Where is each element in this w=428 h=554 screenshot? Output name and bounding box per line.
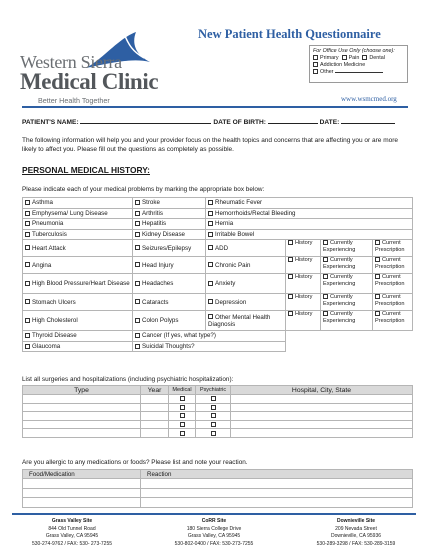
checkbox[interactable]: [25, 318, 30, 323]
col-reaction: Reaction: [141, 470, 413, 479]
checkbox[interactable]: [375, 294, 380, 299]
checkbox[interactable]: [135, 318, 140, 323]
checkbox[interactable]: [135, 281, 140, 286]
checkbox[interactable]: [208, 221, 213, 226]
checkbox[interactable]: [208, 299, 213, 304]
checkbox[interactable]: [375, 311, 380, 316]
checkbox[interactable]: [208, 200, 213, 205]
checkbox[interactable]: [135, 200, 140, 205]
condition-item[interactable]: Angina: [23, 257, 133, 274]
reaction-cell[interactable]: [141, 488, 413, 498]
checkbox[interactable]: [208, 232, 213, 237]
checkbox[interactable]: [208, 211, 213, 216]
condition-item[interactable]: Thyroid Disease: [23, 331, 133, 342]
status-option[interactable]: Current Prescription: [373, 311, 413, 331]
condition-item[interactable]: ADD: [206, 240, 286, 257]
status-option[interactable]: History: [286, 274, 321, 294]
status-option[interactable]: History: [286, 294, 321, 311]
condition-item[interactable]: Hemorrhoids/Rectal Bleeding: [206, 208, 413, 219]
conditions-table: [22, 197, 413, 352]
checkbox[interactable]: [211, 405, 216, 410]
checkbox[interactable]: [323, 257, 328, 262]
table-row: [23, 479, 413, 489]
type-cell[interactable]: [23, 420, 141, 429]
status-option[interactable]: Currently Experiencing: [321, 240, 373, 257]
conditions-prompt: Please indicate each of your medical problems by marking the appropriate box below:: [22, 186, 265, 193]
patient-name-label: PATIENT'S NAME:: [22, 119, 79, 126]
checkbox[interactable]: [25, 245, 30, 250]
checkbox[interactable]: [323, 294, 328, 299]
condition-item[interactable]: Cataracts: [133, 294, 206, 311]
checkbox[interactable]: [211, 431, 216, 436]
table-row: [23, 395, 413, 404]
office-use-heading: For Office Use Only (choose one):: [313, 48, 395, 54]
allergies-prompt: Are you allergic to any medications or foods? Please list and note your reaction.: [22, 459, 248, 466]
checkbox[interactable]: [211, 413, 216, 418]
status-option[interactable]: Currently Experiencing: [321, 274, 373, 294]
psychiatric-checkbox[interactable]: [196, 403, 231, 412]
checkbox[interactable]: [375, 240, 380, 245]
footer-site-downieville: Downieville Site 209 Nevada Street Downieville, CA 95936 530-289-3298 / FAX: 530-289-3159: [316, 518, 396, 547]
condition-item[interactable]: Emphysema/ Lung Disease: [23, 208, 133, 219]
checkbox[interactable]: [135, 333, 140, 338]
surgeries-prompt: List all surgeries and hospitalizations (including psychiatric hospitalization):: [22, 376, 234, 383]
condition-item[interactable]: High Blood Pressure/Heart Disease: [23, 274, 133, 294]
office-option-other[interactable]: Other: [313, 69, 404, 76]
clinic-logo: [22, 32, 182, 110]
condition-item[interactable]: Seizures/Epilepsy: [133, 240, 206, 257]
status-option[interactable]: Currently Experiencing: [321, 294, 373, 311]
checkbox[interactable]: [135, 262, 140, 267]
footer-rule: [12, 513, 416, 515]
status-option[interactable]: Currently Experiencing: [321, 311, 373, 331]
checkbox[interactable]: [25, 281, 30, 286]
logo-tagline: Better Health Together: [38, 96, 110, 105]
checkbox[interactable]: [375, 274, 380, 279]
condition-item[interactable]: Stroke: [133, 198, 206, 209]
year-cell[interactable]: [141, 403, 169, 412]
footer-site-corr: CoRR Site 180 Sierra College Drive Grass Valley, CA 95945 530-802-0400 / FAX: 530-273-7255: [174, 518, 254, 547]
logo-line1: Western Sierra: [20, 52, 122, 72]
office-option-primary[interactable]: Primary: [313, 55, 339, 61]
surgeries-table: [22, 385, 413, 438]
col-hospital: Hospital, City, State: [231, 386, 413, 395]
checkbox[interactable]: [288, 257, 293, 262]
medical-checkbox[interactable]: [169, 429, 196, 438]
condition-item[interactable]: Head Injury: [133, 257, 206, 274]
checkbox[interactable]: [135, 299, 140, 304]
footer-site-grass-valley: Grass Valley Site 844 Old Tunnel Road Grass Valley, CA 95945 530-274-9762 / FAX: 530- 273-7255: [31, 518, 113, 547]
col-type: Type: [23, 386, 141, 395]
checkbox[interactable]: [135, 232, 140, 237]
psychiatric-checkbox[interactable]: [196, 395, 231, 404]
checkbox[interactable]: [288, 240, 293, 245]
header-rule: [22, 106, 408, 108]
table-row: [23, 412, 413, 421]
checkbox[interactable]: [211, 422, 216, 427]
empty-cell: [286, 331, 413, 342]
status-option[interactable]: Current Prescription: [373, 240, 413, 257]
checkbox[interactable]: [323, 240, 328, 245]
year-cell[interactable]: [141, 395, 169, 404]
intro-text: The following information will help you and your provider focus on the health topics and concerns that are affecting you or are more likely to affect you. Please fill out the questions as completely as possible.: [22, 137, 399, 153]
checkbox[interactable]: [25, 333, 30, 338]
condition-item[interactable]: Other Mental Health Diagnosis: [206, 311, 286, 331]
date-label: DATE:: [319, 119, 340, 126]
condition-item[interactable]: Tuberculosis: [23, 229, 133, 240]
status-option[interactable]: History: [286, 257, 321, 274]
checkbox[interactable]: [135, 344, 140, 349]
condition-item[interactable]: Hepatitis: [133, 219, 206, 230]
table-row: [23, 498, 413, 508]
type-cell[interactable]: [23, 403, 141, 412]
status-option[interactable]: Currently Experiencing: [321, 257, 373, 274]
condition-item[interactable]: Arthritis: [133, 208, 206, 219]
checkbox[interactable]: [288, 274, 293, 279]
checkbox[interactable]: [323, 311, 328, 316]
checkbox[interactable]: [208, 245, 213, 250]
col-psychiatric: Psychiatric: [196, 386, 231, 395]
condition-item[interactable]: Chronic Pain: [206, 257, 286, 274]
medical-checkbox[interactable]: [169, 412, 196, 421]
checkbox[interactable]: [180, 422, 185, 427]
psychiatric-checkbox[interactable]: [196, 420, 231, 429]
type-cell[interactable]: [23, 412, 141, 421]
food-medication-cell[interactable]: [23, 479, 141, 489]
hospital-cell[interactable]: [231, 429, 413, 438]
condition-item[interactable]: Stomach Ulcers: [23, 294, 133, 311]
checkbox[interactable]: [288, 294, 293, 299]
condition-item[interactable]: Pneumonia: [23, 219, 133, 230]
office-option-addiction[interactable]: Addiction Medicine: [313, 62, 404, 69]
office-option-pain[interactable]: Pain: [342, 55, 360, 61]
dob-label: DATE OF BIRTH:: [213, 119, 266, 126]
date-field[interactable]: [341, 123, 395, 124]
checkbox[interactable]: [25, 200, 30, 205]
condition-item[interactable]: Colon Polyps: [133, 311, 206, 331]
empty-cell: [286, 341, 413, 352]
condition-item[interactable]: Suicidal Thoughts?: [133, 341, 286, 352]
dob-field[interactable]: [268, 123, 318, 124]
allergies-table: [22, 469, 413, 508]
table-row: [23, 429, 413, 438]
patient-info-line: [22, 119, 412, 126]
reaction-cell[interactable]: [141, 479, 413, 489]
logo-line2: Medical Clinic: [20, 69, 159, 94]
hospital-cell[interactable]: [231, 395, 413, 404]
status-option[interactable]: Current Prescription: [373, 294, 413, 311]
checkbox[interactable]: [375, 257, 380, 262]
medical-checkbox[interactable]: [169, 395, 196, 404]
reaction-cell[interactable]: [141, 498, 413, 508]
checkbox[interactable]: [25, 221, 30, 226]
status-option[interactable]: History: [286, 240, 321, 257]
checkbox[interactable]: [208, 314, 213, 319]
year-cell[interactable]: [141, 429, 169, 438]
office-use-box: [309, 45, 408, 83]
status-option[interactable]: History: [286, 311, 321, 331]
checkbox[interactable]: [211, 396, 216, 401]
checkbox[interactable]: [208, 262, 213, 267]
table-row: [23, 420, 413, 429]
checkbox[interactable]: [208, 281, 213, 286]
checkbox[interactable]: [25, 299, 30, 304]
condition-item[interactable]: Glaucoma: [23, 341, 133, 352]
hospital-cell[interactable]: [231, 412, 413, 421]
checkbox[interactable]: [180, 405, 185, 410]
hospital-cell[interactable]: [231, 403, 413, 412]
condition-item[interactable]: Anxiety: [206, 274, 286, 294]
col-medical: Medical: [169, 386, 196, 395]
status-option[interactable]: Current Prescription: [373, 274, 413, 294]
food-medication-cell[interactable]: [23, 498, 141, 508]
table-row: [23, 403, 413, 412]
checkbox[interactable]: [288, 311, 293, 316]
type-cell[interactable]: [23, 395, 141, 404]
checkbox[interactable]: [323, 274, 328, 279]
checkbox[interactable]: [135, 211, 140, 216]
checkbox[interactable]: [25, 344, 30, 349]
medical-checkbox[interactable]: [169, 403, 196, 412]
checkbox[interactable]: [180, 396, 185, 401]
checkbox[interactable]: [135, 221, 140, 226]
psychiatric-checkbox[interactable]: [196, 429, 231, 438]
condition-item[interactable]: Asthma: [23, 198, 133, 209]
condition-item[interactable]: Kidney Disease: [133, 229, 206, 240]
checkbox[interactable]: [180, 431, 185, 436]
patient-name-field[interactable]: [80, 123, 211, 124]
condition-item[interactable]: Headaches: [133, 274, 206, 294]
page-title: New Patient Health Questionnaire: [198, 27, 381, 41]
website[interactable]: www.wsmcmed.org: [341, 95, 397, 103]
footer: [12, 518, 416, 548]
condition-item[interactable]: Rheumatic Fever: [206, 198, 413, 209]
condition-item[interactable]: Cancer (If yes, what type?): [133, 331, 286, 342]
col-food-medication: Food/Medication: [23, 470, 141, 479]
psychiatric-checkbox[interactable]: [196, 412, 231, 421]
condition-item[interactable]: Heart Attack: [23, 240, 133, 257]
condition-item[interactable]: Depression: [206, 294, 286, 311]
condition-item[interactable]: Irritable Bowel: [206, 229, 413, 240]
food-medication-cell[interactable]: [23, 488, 141, 498]
condition-item[interactable]: High Cholesterol: [23, 311, 133, 331]
year-cell[interactable]: [141, 412, 169, 421]
checkbox[interactable]: [135, 245, 140, 250]
hospital-cell[interactable]: [231, 420, 413, 429]
checkbox[interactable]: [25, 211, 30, 216]
medical-checkbox[interactable]: [169, 420, 196, 429]
section-heading: PERSONAL MEDICAL HISTORY:: [22, 165, 150, 175]
type-cell[interactable]: [23, 429, 141, 438]
checkbox[interactable]: [180, 413, 185, 418]
checkbox[interactable]: [25, 232, 30, 237]
table-row: [23, 488, 413, 498]
year-cell[interactable]: [141, 420, 169, 429]
checkbox[interactable]: [25, 262, 30, 267]
office-option-dental[interactable]: Dental: [362, 55, 385, 61]
status-option[interactable]: Current Prescription: [373, 257, 413, 274]
col-year: Year: [141, 386, 169, 395]
condition-item[interactable]: Hernia: [206, 219, 413, 230]
